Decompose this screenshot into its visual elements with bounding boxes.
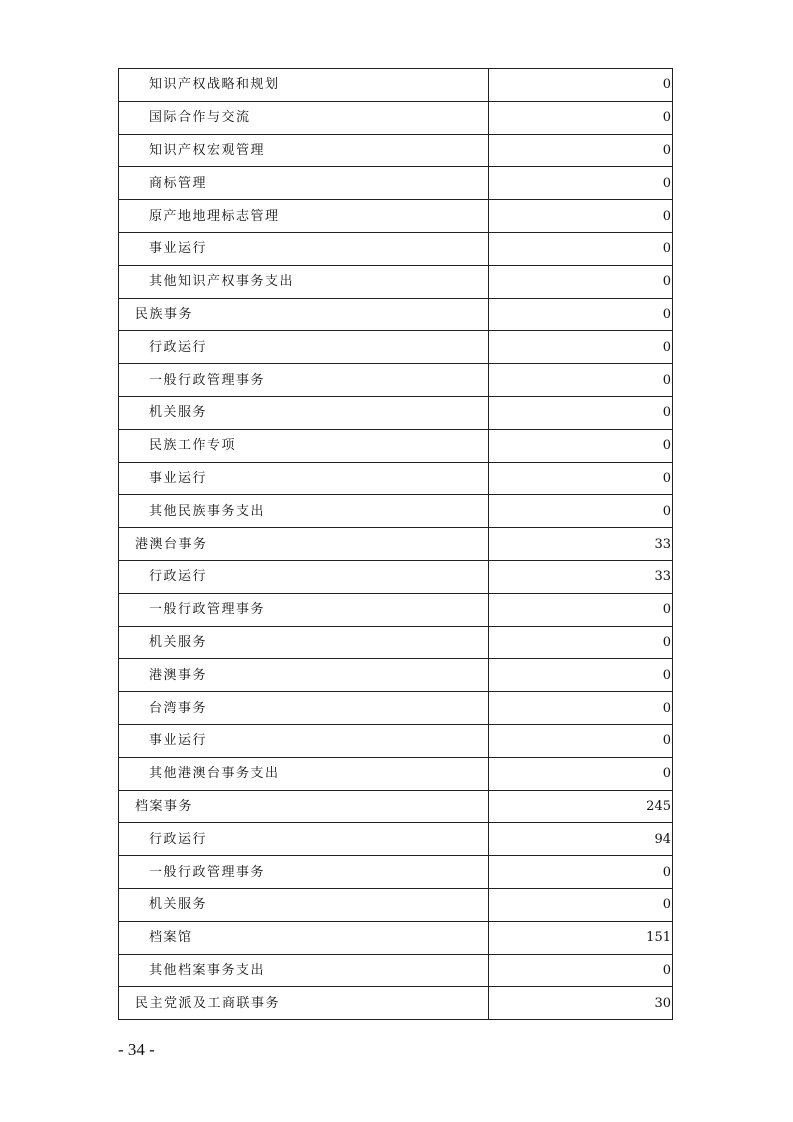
table-row-subcategory: [119, 888, 673, 921]
item-amount-cell: 0: [489, 364, 673, 397]
item-name-cell: 港澳台事务: [119, 528, 489, 561]
table-row-subcategory: [119, 757, 673, 790]
item-name-cell: 民族工作专项: [119, 429, 489, 462]
table-row-subcategory: [119, 167, 673, 200]
item-amount-cell: 0: [489, 462, 673, 495]
table-row-subcategory: [119, 724, 673, 757]
table-row-category: [119, 298, 673, 331]
item-name-cell: 国际合作与交流: [119, 101, 489, 134]
item-amount-cell: 0: [489, 200, 673, 233]
item-name-cell: 原产地地理标志管理: [119, 200, 489, 233]
table-row-subcategory: [119, 331, 673, 364]
item-amount-cell: 33: [489, 528, 673, 561]
item-amount-cell: 30: [489, 987, 673, 1020]
item-name-cell: 机关服务: [119, 626, 489, 659]
table-row-subcategory: [119, 462, 673, 495]
item-amount-cell: 0: [489, 692, 673, 725]
item-amount-cell: 0: [489, 298, 673, 331]
table-row-subcategory: [119, 560, 673, 593]
item-name-cell: 一般行政管理事务: [119, 593, 489, 626]
item-amount-cell: 33: [489, 560, 673, 593]
table-row-subcategory: [119, 200, 673, 233]
item-amount-cell: 0: [489, 659, 673, 692]
table-body: [119, 69, 673, 1020]
table-row-category: [119, 528, 673, 561]
table-row-subcategory: [119, 364, 673, 397]
item-name-cell: 事业运行: [119, 724, 489, 757]
item-name-cell: 商标管理: [119, 167, 489, 200]
table-row-subcategory: [119, 954, 673, 987]
item-name-cell: 档案事务: [119, 790, 489, 823]
page-number: - 34 -: [118, 1040, 155, 1059]
table-row-subcategory: [119, 921, 673, 954]
item-name-cell: 事业运行: [119, 462, 489, 495]
item-amount-cell: 245: [489, 790, 673, 823]
item-name-cell: 事业运行: [119, 232, 489, 265]
item-amount-cell: 0: [489, 626, 673, 659]
item-name-cell: 知识产权战略和规划: [119, 69, 489, 102]
item-amount-cell: 0: [489, 265, 673, 298]
table-row-subcategory: [119, 495, 673, 528]
item-name-cell: 档案馆: [119, 921, 489, 954]
item-amount-cell: 0: [489, 134, 673, 167]
item-amount-cell: 0: [489, 495, 673, 528]
item-name-cell: 其他民族事务支出: [119, 495, 489, 528]
item-amount-cell: 0: [489, 396, 673, 429]
table-row-subcategory: [119, 101, 673, 134]
item-name-cell: 行政运行: [119, 560, 489, 593]
table-row-subcategory: [119, 134, 673, 167]
item-name-cell: 民主党派及工商联事务: [119, 987, 489, 1020]
item-amount-cell: 0: [489, 331, 673, 364]
item-amount-cell: 94: [489, 823, 673, 856]
item-name-cell: 行政运行: [119, 823, 489, 856]
item-amount-cell: 0: [489, 429, 673, 462]
item-amount-cell: 0: [489, 167, 673, 200]
item-name-cell: 知识产权宏观管理: [119, 134, 489, 167]
item-amount-cell: 0: [489, 888, 673, 921]
item-name-cell: 其他档案事务支出: [119, 954, 489, 987]
item-amount-cell: 0: [489, 593, 673, 626]
table-row-subcategory: [119, 593, 673, 626]
budget-expenditure-table: [118, 68, 673, 1020]
table-row-subcategory: [119, 265, 673, 298]
item-name-cell: 民族事务: [119, 298, 489, 331]
item-name-cell: 机关服务: [119, 396, 489, 429]
item-amount-cell: 0: [489, 724, 673, 757]
item-amount-cell: 0: [489, 232, 673, 265]
item-name-cell: 港澳事务: [119, 659, 489, 692]
item-name-cell: 机关服务: [119, 888, 489, 921]
item-name-cell: 其他知识产权事务支出: [119, 265, 489, 298]
item-name-cell: 一般行政管理事务: [119, 856, 489, 889]
table-row-subcategory: [119, 429, 673, 462]
item-name-cell: 台湾事务: [119, 692, 489, 725]
table-row-subcategory: [119, 69, 673, 102]
table-row-subcategory: [119, 692, 673, 725]
item-name-cell: 其他港澳台事务支出: [119, 757, 489, 790]
item-name-cell: 一般行政管理事务: [119, 364, 489, 397]
item-amount-cell: 0: [489, 69, 673, 102]
table-row-subcategory: [119, 626, 673, 659]
item-amount-cell: 151: [489, 921, 673, 954]
table-row-subcategory: [119, 396, 673, 429]
item-amount-cell: 0: [489, 954, 673, 987]
item-amount-cell: 0: [489, 101, 673, 134]
table-row-subcategory: [119, 856, 673, 889]
table-row-subcategory: [119, 659, 673, 692]
item-name-cell: 行政运行: [119, 331, 489, 364]
table-row-category: [119, 987, 673, 1020]
table-row-category: [119, 790, 673, 823]
item-amount-cell: 0: [489, 757, 673, 790]
table-row-subcategory: [119, 232, 673, 265]
table-row-subcategory: [119, 823, 673, 856]
item-amount-cell: 0: [489, 856, 673, 889]
